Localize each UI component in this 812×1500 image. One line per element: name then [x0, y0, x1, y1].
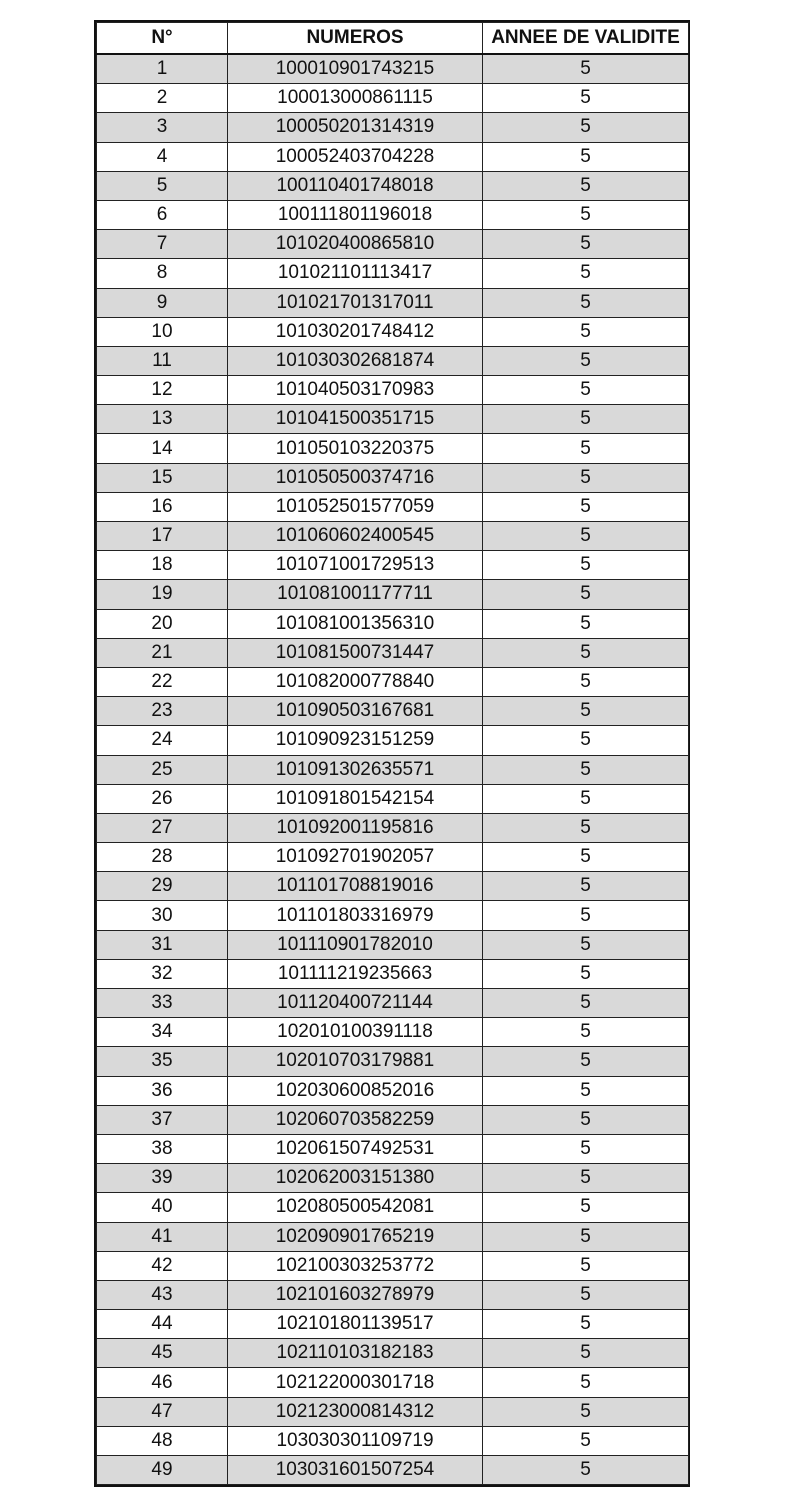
- numero-cell: 101091801542154: [228, 784, 483, 813]
- row-number-cell: 5: [97, 171, 228, 200]
- row-number-cell: 48: [97, 1426, 228, 1455]
- row-number-cell: 44: [97, 1310, 228, 1339]
- numero-cell: 101081500731447: [228, 638, 483, 667]
- numero-cell: 102100303253772: [228, 1251, 483, 1280]
- row-number-cell: 43: [97, 1280, 228, 1309]
- row-number-cell: 2: [97, 84, 228, 113]
- header-number: N°: [97, 23, 228, 55]
- numero-cell: 102110103182183: [228, 1339, 483, 1368]
- numero-cell: 103031601507254: [228, 1456, 483, 1485]
- row-number-cell: 47: [97, 1397, 228, 1426]
- annee-validite-cell: 5: [483, 288, 689, 317]
- table-row: [97, 142, 689, 171]
- annee-validite-cell: 5: [483, 522, 689, 551]
- row-number-cell: 11: [97, 346, 228, 375]
- numero-cell: 102010703179881: [228, 1047, 483, 1076]
- table-row: [97, 901, 689, 930]
- annee-validite-cell: 5: [483, 171, 689, 200]
- row-number-cell: 20: [97, 609, 228, 638]
- table-row: [97, 317, 689, 346]
- numero-cell: 102080500542081: [228, 1193, 483, 1222]
- numero-cell: 101081001356310: [228, 609, 483, 638]
- row-number-cell: 24: [97, 726, 228, 755]
- numero-cell: 102060703582259: [228, 1105, 483, 1134]
- annee-validite-cell: 5: [483, 463, 689, 492]
- annee-validite-cell: 5: [483, 726, 689, 755]
- numero-cell: 102101603278979: [228, 1280, 483, 1309]
- table-row: [97, 638, 689, 667]
- row-number-cell: 40: [97, 1193, 228, 1222]
- numero-cell: 101040503170983: [228, 376, 483, 405]
- row-number-cell: 16: [97, 492, 228, 521]
- annee-validite-cell: 5: [483, 84, 689, 113]
- table-row: [97, 84, 689, 113]
- numero-cell: 101030201748412: [228, 317, 483, 346]
- numero-cell: 100052403704228: [228, 142, 483, 171]
- numero-cell: 101021701317011: [228, 288, 483, 317]
- row-number-cell: 18: [97, 551, 228, 580]
- numero-cell: 101060602400545: [228, 522, 483, 551]
- annee-validite-cell: 5: [483, 1222, 689, 1251]
- numero-cell: 101091302635571: [228, 755, 483, 784]
- table-row: [97, 1368, 689, 1397]
- row-number-cell: 12: [97, 376, 228, 405]
- row-number-cell: 35: [97, 1047, 228, 1076]
- annee-validite-cell: 5: [483, 1018, 689, 1047]
- numero-cell: 101050500374716: [228, 463, 483, 492]
- header-row: [97, 23, 689, 55]
- numero-cell: 101101708819016: [228, 872, 483, 901]
- numero-cell: 101082000778840: [228, 667, 483, 696]
- row-number-cell: 8: [97, 259, 228, 288]
- numero-cell: 102061507492531: [228, 1134, 483, 1163]
- table-row: [97, 726, 689, 755]
- annee-validite-cell: 5: [483, 113, 689, 142]
- annee-validite-cell: 5: [483, 1134, 689, 1163]
- annee-validite-cell: 5: [483, 901, 689, 930]
- annee-validite-cell: 5: [483, 1047, 689, 1076]
- table-row: [97, 288, 689, 317]
- table-row: [97, 405, 689, 434]
- annee-validite-cell: 5: [483, 989, 689, 1018]
- numero-cell: 101020400865810: [228, 230, 483, 259]
- row-number-cell: 25: [97, 755, 228, 784]
- annee-validite-cell: 5: [483, 1193, 689, 1222]
- annee-validite-cell: 5: [483, 1280, 689, 1309]
- table-row: [97, 113, 689, 142]
- numero-cell: 103030301109719: [228, 1426, 483, 1455]
- numero-cell: 100111801196018: [228, 200, 483, 229]
- annee-validite-cell: 5: [483, 755, 689, 784]
- annee-validite-cell: 5: [483, 813, 689, 842]
- table-row: [97, 1076, 689, 1105]
- annee-validite-cell: 5: [483, 142, 689, 171]
- annee-validite-cell: 5: [483, 551, 689, 580]
- numero-cell: 101052501577059: [228, 492, 483, 521]
- table-row: [97, 1310, 689, 1339]
- table-row: [97, 989, 689, 1018]
- annee-validite-cell: 5: [483, 200, 689, 229]
- table-row: [97, 551, 689, 580]
- table-row: [97, 1193, 689, 1222]
- table-row: [97, 1047, 689, 1076]
- numero-cell: 100013000861115: [228, 84, 483, 113]
- annee-validite-cell: 5: [483, 638, 689, 667]
- row-number-cell: 4: [97, 142, 228, 171]
- table-row: [97, 1426, 689, 1455]
- annee-validite-cell: 5: [483, 959, 689, 988]
- table-row: [97, 755, 689, 784]
- table-row: [97, 259, 689, 288]
- row-number-cell: 21: [97, 638, 228, 667]
- numero-cell: 101110901782010: [228, 930, 483, 959]
- table-row: [97, 959, 689, 988]
- numero-cell: 101041500351715: [228, 405, 483, 434]
- row-number-cell: 33: [97, 989, 228, 1018]
- row-number-cell: 3: [97, 113, 228, 142]
- annee-validite-cell: 5: [483, 317, 689, 346]
- row-number-cell: 41: [97, 1222, 228, 1251]
- annee-validite-cell: 5: [483, 346, 689, 375]
- row-number-cell: 15: [97, 463, 228, 492]
- annee-validite-cell: 5: [483, 1397, 689, 1426]
- row-number-cell: 6: [97, 200, 228, 229]
- table-row: [97, 1105, 689, 1134]
- annee-validite-cell: 5: [483, 667, 689, 696]
- numero-cell: 101050103220375: [228, 434, 483, 463]
- numero-cell: 101120400721144: [228, 989, 483, 1018]
- annee-validite-cell: 5: [483, 1339, 689, 1368]
- validity-table: [96, 22, 689, 1485]
- annee-validite-cell: 5: [483, 1456, 689, 1485]
- annee-validite-cell: 5: [483, 492, 689, 521]
- table-row: [97, 522, 689, 551]
- table-row: [97, 667, 689, 696]
- row-number-cell: 46: [97, 1368, 228, 1397]
- numero-cell: 101101803316979: [228, 901, 483, 930]
- row-number-cell: 38: [97, 1134, 228, 1163]
- row-number-cell: 26: [97, 784, 228, 813]
- validity-table-sheet: [94, 20, 690, 1487]
- table-row: [97, 930, 689, 959]
- table-row: [97, 1280, 689, 1309]
- annee-validite-cell: 5: [483, 376, 689, 405]
- table-row: [97, 1222, 689, 1251]
- annee-validite-cell: 5: [483, 434, 689, 463]
- table-row: [97, 230, 689, 259]
- header-annee-de-validite: ANNEE DE VALIDITE: [483, 23, 689, 55]
- table-row: [97, 784, 689, 813]
- annee-validite-cell: 5: [483, 1251, 689, 1280]
- row-number-cell: 39: [97, 1164, 228, 1193]
- row-number-cell: 28: [97, 843, 228, 872]
- table-row: [97, 1251, 689, 1280]
- annee-validite-cell: 5: [483, 697, 689, 726]
- numero-cell: 101090923151259: [228, 726, 483, 755]
- table-row: [97, 1339, 689, 1368]
- table-row: [97, 463, 689, 492]
- row-number-cell: 36: [97, 1076, 228, 1105]
- numero-cell: 102010100391118: [228, 1018, 483, 1047]
- numero-cell: 101092701902057: [228, 843, 483, 872]
- table-row: [97, 492, 689, 521]
- table-row: [97, 609, 689, 638]
- numero-cell: 101092001195816: [228, 813, 483, 842]
- numero-cell: 101090503167681: [228, 697, 483, 726]
- table-row: [97, 697, 689, 726]
- table-row: [97, 54, 689, 84]
- annee-validite-cell: 5: [483, 1310, 689, 1339]
- row-number-cell: 17: [97, 522, 228, 551]
- table-row: [97, 580, 689, 609]
- table-row: [97, 1164, 689, 1193]
- numero-cell: 101021101113417: [228, 259, 483, 288]
- annee-validite-cell: 5: [483, 1426, 689, 1455]
- table-row: [97, 376, 689, 405]
- row-number-cell: 13: [97, 405, 228, 434]
- numero-cell: 100050201314319: [228, 113, 483, 142]
- numero-cell: 102122000301718: [228, 1368, 483, 1397]
- numero-cell: 101111219235663: [228, 959, 483, 988]
- row-number-cell: 9: [97, 288, 228, 317]
- numero-cell: 102101801139517: [228, 1310, 483, 1339]
- row-number-cell: 23: [97, 697, 228, 726]
- table-row: [97, 1456, 689, 1485]
- annee-validite-cell: 5: [483, 405, 689, 434]
- numero-cell: 101071001729513: [228, 551, 483, 580]
- table-body: [97, 54, 689, 1485]
- row-number-cell: 19: [97, 580, 228, 609]
- numero-cell: 101030302681874: [228, 346, 483, 375]
- row-number-cell: 10: [97, 317, 228, 346]
- row-number-cell: 30: [97, 901, 228, 930]
- row-number-cell: 42: [97, 1251, 228, 1280]
- numero-cell: 102090901765219: [228, 1222, 483, 1251]
- row-number-cell: 27: [97, 813, 228, 842]
- annee-validite-cell: 5: [483, 843, 689, 872]
- table-row: [97, 1134, 689, 1163]
- row-number-cell: 45: [97, 1339, 228, 1368]
- table-row: [97, 872, 689, 901]
- row-number-cell: 22: [97, 667, 228, 696]
- annee-validite-cell: 5: [483, 784, 689, 813]
- annee-validite-cell: 5: [483, 259, 689, 288]
- annee-validite-cell: 5: [483, 1368, 689, 1397]
- table-row: [97, 171, 689, 200]
- annee-validite-cell: 5: [483, 1164, 689, 1193]
- annee-validite-cell: 5: [483, 609, 689, 638]
- numero-cell: 100110401748018: [228, 171, 483, 200]
- row-number-cell: 34: [97, 1018, 228, 1047]
- table-row: [97, 813, 689, 842]
- table-row: [97, 346, 689, 375]
- header-numeros: NUMEROS: [228, 23, 483, 55]
- annee-validite-cell: 5: [483, 580, 689, 609]
- annee-validite-cell: 5: [483, 1076, 689, 1105]
- annee-validite-cell: 5: [483, 872, 689, 901]
- row-number-cell: 1: [97, 54, 228, 84]
- row-number-cell: 29: [97, 872, 228, 901]
- annee-validite-cell: 5: [483, 1105, 689, 1134]
- annee-validite-cell: 5: [483, 230, 689, 259]
- numero-cell: 101081001177711: [228, 580, 483, 609]
- table-row: [97, 434, 689, 463]
- table-header: [97, 23, 689, 55]
- annee-validite-cell: 5: [483, 54, 689, 84]
- row-number-cell: 37: [97, 1105, 228, 1134]
- row-number-cell: 32: [97, 959, 228, 988]
- numero-cell: 102062003151380: [228, 1164, 483, 1193]
- numero-cell: 102030600852016: [228, 1076, 483, 1105]
- numero-cell: 102123000814312: [228, 1397, 483, 1426]
- annee-validite-cell: 5: [483, 930, 689, 959]
- table-row: [97, 200, 689, 229]
- table-row: [97, 1397, 689, 1426]
- numero-cell: 100010901743215: [228, 54, 483, 84]
- table-row: [97, 843, 689, 872]
- row-number-cell: 31: [97, 930, 228, 959]
- table-row: [97, 1018, 689, 1047]
- row-number-cell: 7: [97, 230, 228, 259]
- row-number-cell: 14: [97, 434, 228, 463]
- row-number-cell: 49: [97, 1456, 228, 1485]
